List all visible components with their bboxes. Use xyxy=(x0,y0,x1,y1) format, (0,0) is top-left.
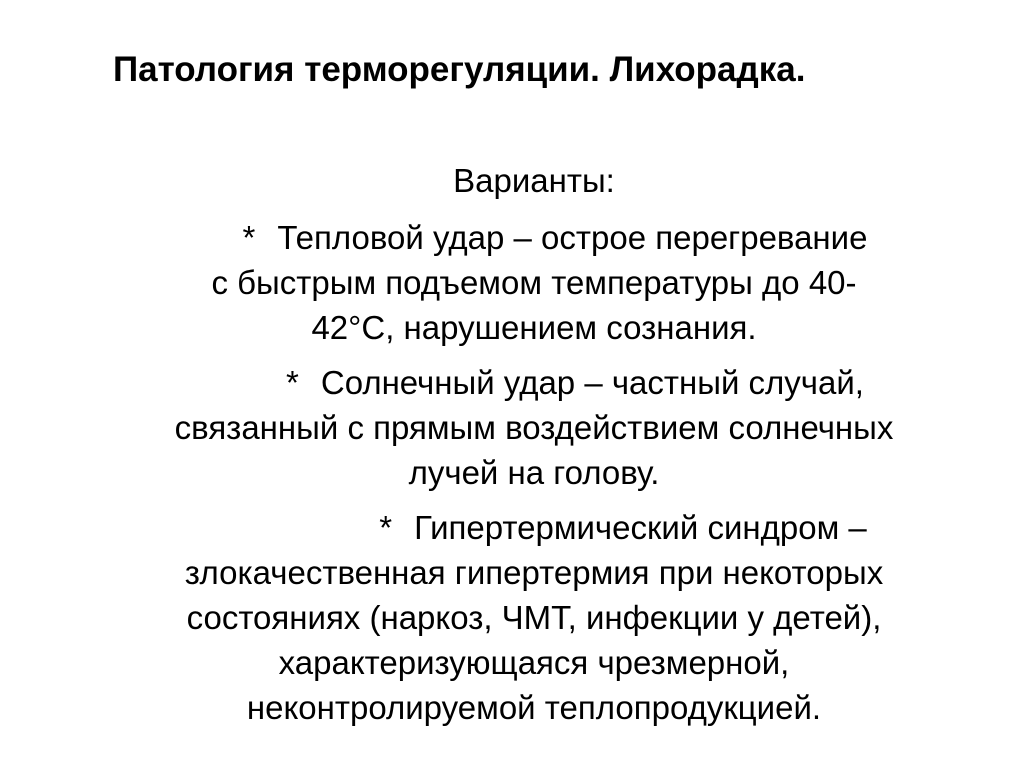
list-item-text: Гипертермический синдром – xyxy=(414,509,867,546)
bullet-marker: * xyxy=(379,509,393,546)
list-item-hyperthermic-syndrome xyxy=(60,505,1008,730)
list-item-first-line xyxy=(60,215,1008,260)
slide-content xyxy=(60,158,1008,730)
list-item-text: Тепловой удар – острое перегревание xyxy=(277,219,868,256)
list-item-heat-stroke xyxy=(60,215,1008,350)
list-item-line: 42°С, нарушением сознания. xyxy=(311,309,757,346)
list-item-line: лучей на голову. xyxy=(408,454,660,491)
list-item-line: характеризующаяся чрезмерной, xyxy=(278,644,790,681)
list-item-line: состояниях (наркоз, ЧМТ, инфекции у детей), xyxy=(186,599,882,636)
slide-title: Патология терморегуляции. Лихорадка. xyxy=(113,50,806,89)
bullet-marker: * xyxy=(242,219,256,256)
bullet-marker: * xyxy=(286,364,299,401)
list-item-line: связанный с прямым воздействием солнечных xyxy=(174,409,894,446)
list-item-text: Солнечный удар – частный случай, xyxy=(320,364,864,401)
list-item-first-line xyxy=(60,505,1008,550)
list-item-line: неконтролируемой теплопродукцией. xyxy=(246,689,822,726)
list-item-sunstroke xyxy=(60,360,1008,495)
list-item-line: злокачественная гипертермия при некоторых xyxy=(184,554,884,591)
list-item-first-line xyxy=(60,360,1008,405)
list-item-line: с быстрым подъемом температуры до 40- xyxy=(211,264,857,301)
variants-heading: Варианты: xyxy=(453,162,615,199)
